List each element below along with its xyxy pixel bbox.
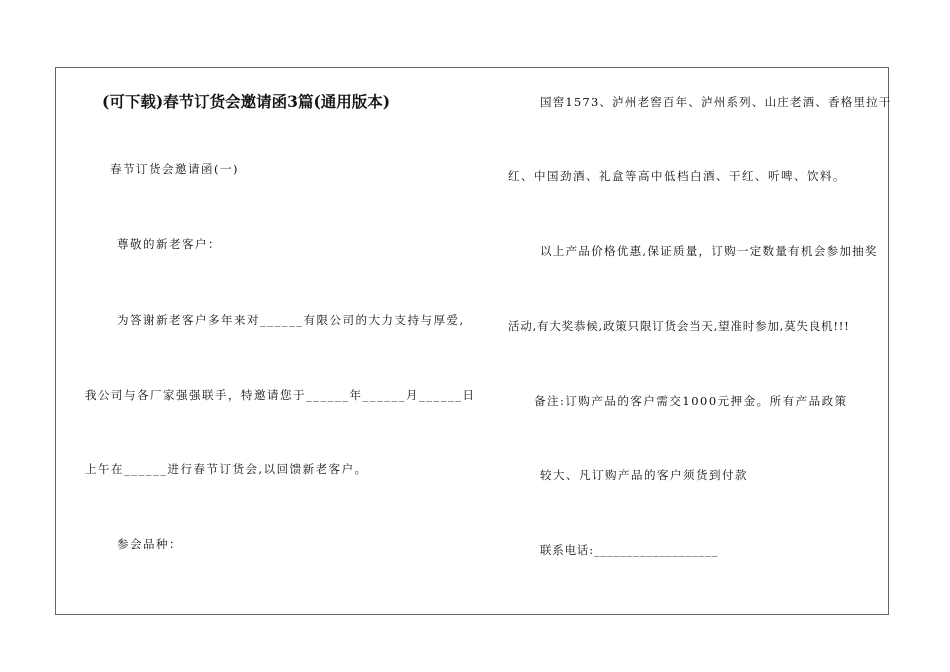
products-label: 参会品种：	[117, 537, 182, 551]
invitation-line-2: 我公司与各厂家强强联手，特邀请您于______年______月______日	[85, 388, 476, 402]
note-line-1: 备注:订购产品的客户需交1000元押金。所有产品政策	[534, 394, 848, 408]
promo-line-1: 以上产品价格优惠,保证质量，订购一定数量有机会参加抽奖	[540, 244, 878, 258]
products-line-1: 国窖1573、泸州老窖百年、泸州系列、山庄老酒、香格里拉干	[540, 95, 892, 109]
invitation-line-1: 为答谢新老客户多年来对______有限公司的大力支持与厚爱,	[117, 313, 465, 327]
promo-line-2: 活动,有大奖恭候,政策只限订货会当天,望准时参加,莫失良机!!!	[508, 319, 850, 333]
invitation-line-3: 上午在______进行春节订货会,以回馈新老客户。	[85, 462, 368, 476]
page-frame	[55, 67, 889, 615]
document-title: (可下载)春节订货会邀请函3篇(通用版本)	[102, 92, 391, 111]
note-line-2: 较大、凡订购产品的客户须货到付款	[540, 468, 748, 482]
contact-phone: 联系电话:___________________	[540, 543, 719, 557]
section-heading: 春节订货会邀请函(一)	[110, 162, 239, 176]
salutation: 尊敬的新老客户：	[117, 237, 221, 251]
products-line-2: 红、中国劲酒、礼盒等高中低档白酒、干红、听啤、饮料。	[508, 169, 846, 183]
